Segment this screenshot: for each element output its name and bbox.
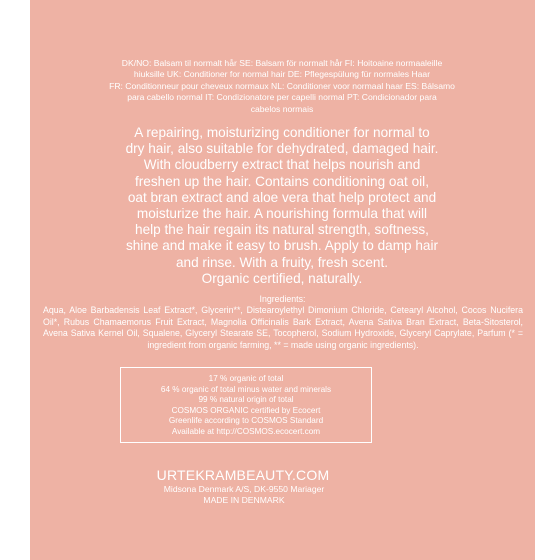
description-line: dry hair, also suitable for dehydrated, damaged hair. bbox=[125, 141, 439, 157]
brand-website: URTEKRAMBEAUTY.COM bbox=[156, 467, 330, 483]
certification-line: 17 % organic of total bbox=[208, 374, 284, 383]
address-line: Midsona Denmark A/S, DK-9550 Mariager bbox=[163, 484, 325, 494]
description-line: Organic certified, naturally. bbox=[201, 270, 363, 286]
translation-line: para cabello normal IT: Condizionatore per capelli normal PT: Condicionador para bbox=[127, 92, 437, 103]
manufacturer-address bbox=[110, 484, 378, 507]
ingredients-list: Aqua, Aloe Barbadensis Leaf Extract*, Glycerin**, Distearoylethyl Dimonium Chloride, Cetearyl Alcohol, Cocos Nucifera Oil*, Rubus Chamaemorus Fruit Extract, Magnolia Officinalis Bark Extract, Avena Sativa Bran Extract, Beta-Sitosterol, Avena Sativa Kernel Oil, Squalene, Glyceryl Stearate SE, Tocopherol, Sodium Hydroxide, Glyceryl Caprylate, Parfum (* = ingredient from organic farming, ** = made using organic ingredients). bbox=[43, 305, 523, 350]
description-line: help the hair regain its natural strength, softness, bbox=[135, 222, 429, 238]
description-line: shine and make it easy to brush. Apply to damp hair bbox=[125, 238, 439, 254]
product-name-translations bbox=[47, 58, 517, 115]
description-line: A repairing, moisturizing conditioner for normal to bbox=[134, 125, 430, 140]
ingredients-heading: Ingredients: bbox=[259, 294, 306, 304]
description-line: oat bran extract and aloe vera that help protect and bbox=[127, 189, 437, 205]
address-line: MADE IN DENMARK bbox=[203, 495, 285, 506]
product-description bbox=[42, 125, 522, 287]
certification-line: 99 % natural origin of total bbox=[198, 395, 294, 405]
description-line: moisturize the hair. A nourishing formula that will bbox=[136, 206, 428, 222]
certification-line: 64 % organic of total minus water and minerals bbox=[160, 384, 332, 394]
translation-line: DK/NO: Balsam til normalt hår SE: Balsam för normalt hår FI: Hoitoaine normaaleille bbox=[121, 58, 443, 68]
certification-line: COSMOS ORGANIC certified by Ecocert bbox=[171, 405, 321, 415]
certification-line: Greenlife according to COSMOS Standard bbox=[168, 416, 324, 426]
description-line: With cloudberry extract that helps nourish and bbox=[143, 157, 421, 173]
label-panel bbox=[30, 0, 535, 560]
description-line: and rinse. With a fruity, fresh scent. bbox=[175, 254, 389, 270]
certification-box bbox=[120, 367, 372, 443]
certification-line: Available at http://COSMOS.ecocert.com bbox=[171, 426, 321, 436]
translation-line: hiuksille UK: Conditioner for normal hair DE: Pflegespülung für normales Haar bbox=[133, 69, 431, 80]
description-line: freshen up the hair. Contains conditioning oat oil, bbox=[135, 173, 429, 189]
translation-line: FR: Conditionneur pour cheveux normaux NL: Conditioner voor normaal haar ES: Bálsamo bbox=[109, 80, 455, 91]
translation-line: cabelos normais bbox=[250, 103, 314, 114]
